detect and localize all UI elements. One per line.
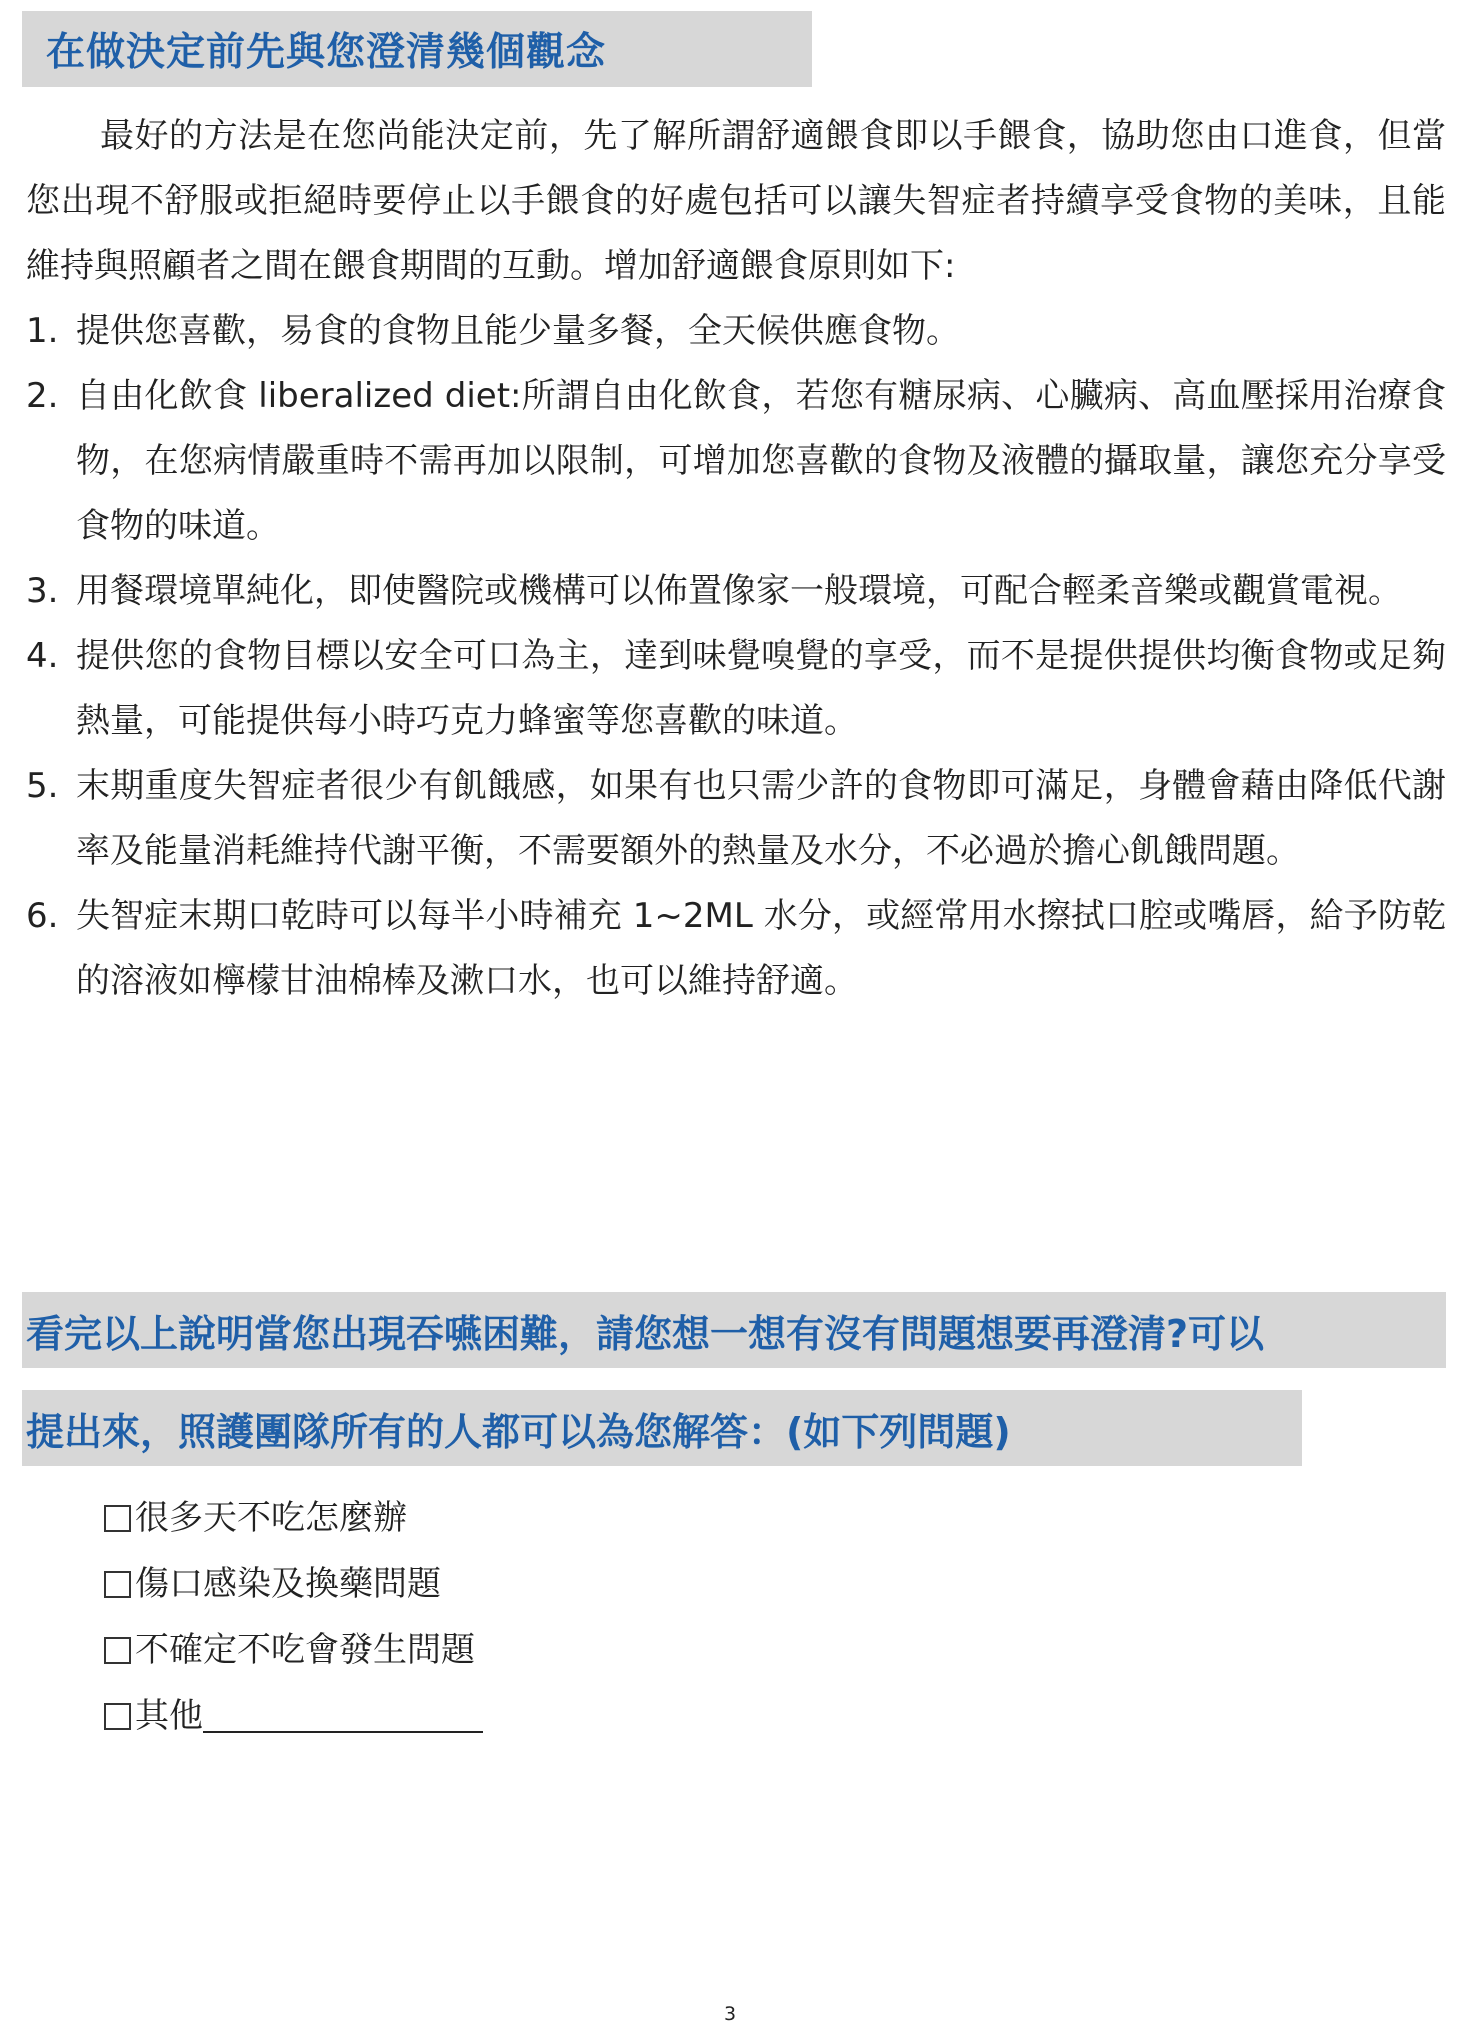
option-label: 傷口感染及換藥問題: [135, 1563, 441, 1604]
list-item: [26, 884, 1446, 1014]
section-heading: 在做決定前先與您澄清幾個觀念: [46, 30, 607, 75]
question-heading-line-2: [22, 1390, 1302, 1466]
list-item-number: 3.: [26, 571, 59, 611]
page-number: 3: [723, 2003, 737, 2025]
principles-list: [26, 299, 1446, 1014]
list-item-text: 提供您喜歡，易食的食物且能少量多餐，全天候供應食物。: [76, 311, 960, 351]
question-text-2: 提出來，照護團隊所有的人都可以為您解答：(如下列問題): [26, 1409, 1011, 1454]
list-item: [26, 559, 1446, 624]
option-item: [104, 1481, 483, 1547]
list-item-number: 2.: [26, 376, 59, 416]
list-item-text: 末期重度失智症者很少有飢餓感，如果有也只需少許的食物即可滿足，身體會藉由降低代謝率及能量消耗維持代謝平衡，不需要額外的熱量及水分，不必過於擔心飢餓問題。: [76, 766, 1446, 871]
list-item-number: 6.: [26, 896, 59, 936]
list-item-text: 用餐環境單純化，即使醫院或機構可以佈置像家一般環境，可配合輕柔音樂或觀賞電視。: [76, 571, 1402, 611]
option-item: [104, 1613, 483, 1679]
option-label: 不確定不吃會發生問題: [135, 1629, 475, 1670]
question-options: [104, 1481, 483, 1745]
list-item-text: 自由化飲食 liberalized diet:所謂自由化飲食，若您有糖尿病、心臟病、高血壓採用治療食物，在您病情嚴重時不需再加以限制，可增加您喜歡的食物及液體的攝取量，讓您充分享受食物的味道。: [76, 376, 1446, 546]
list-item-number: 5.: [26, 766, 59, 806]
intro-paragraph: 最好的方法是在您尚能決定前，先了解所謂舒適餵食即以手餵食，協助您由口進食，但當您出現不舒服或拒絕時要停止以手餵食的好處包括可以讓失智症者持續享受食物的美味，且能維持與照顧者之間在餵食期間的互動。增加舒適餵食原則如下:: [26, 116, 1446, 286]
checkbox[interactable]: [104, 1505, 131, 1532]
question-heading-line-1: [22, 1292, 1446, 1368]
option-item: [104, 1547, 483, 1613]
option-label: 很多天不吃怎麼辦: [135, 1497, 407, 1538]
other-fill-in-line[interactable]: [203, 1691, 483, 1733]
list-item: [26, 624, 1446, 754]
question-text-1: 看完以上說明當您出現吞嚥困難，請您想一想有沒有問題想要再澄清?可以: [26, 1311, 1265, 1356]
list-item: [26, 364, 1446, 559]
list-item-text: 失智症末期口乾時可以每半小時補充 1~2ML 水分，或經常用水擦拭口腔或嘴唇，給予防乾的溶液如檸檬甘油棉棒及漱口水，也可以維持舒適。: [76, 896, 1446, 1001]
option-item: [104, 1679, 483, 1745]
option-label: 其他: [135, 1695, 203, 1736]
checkbox[interactable]: [104, 1703, 131, 1730]
list-item: [26, 299, 1446, 364]
list-item-text: 提供您的食物目標以安全可口為主，達到味覺嗅覺的享受，而不是提供提供均衡食物或足夠熱量，可能提供每小時巧克力蜂蜜等您喜歡的味道。: [76, 636, 1446, 741]
list-item-number: 4.: [26, 636, 59, 676]
list-item: [26, 754, 1446, 884]
checkbox[interactable]: [104, 1637, 131, 1664]
section-heading-box: [22, 11, 812, 87]
checkbox[interactable]: [104, 1571, 131, 1598]
list-item-number: 1.: [26, 311, 59, 351]
